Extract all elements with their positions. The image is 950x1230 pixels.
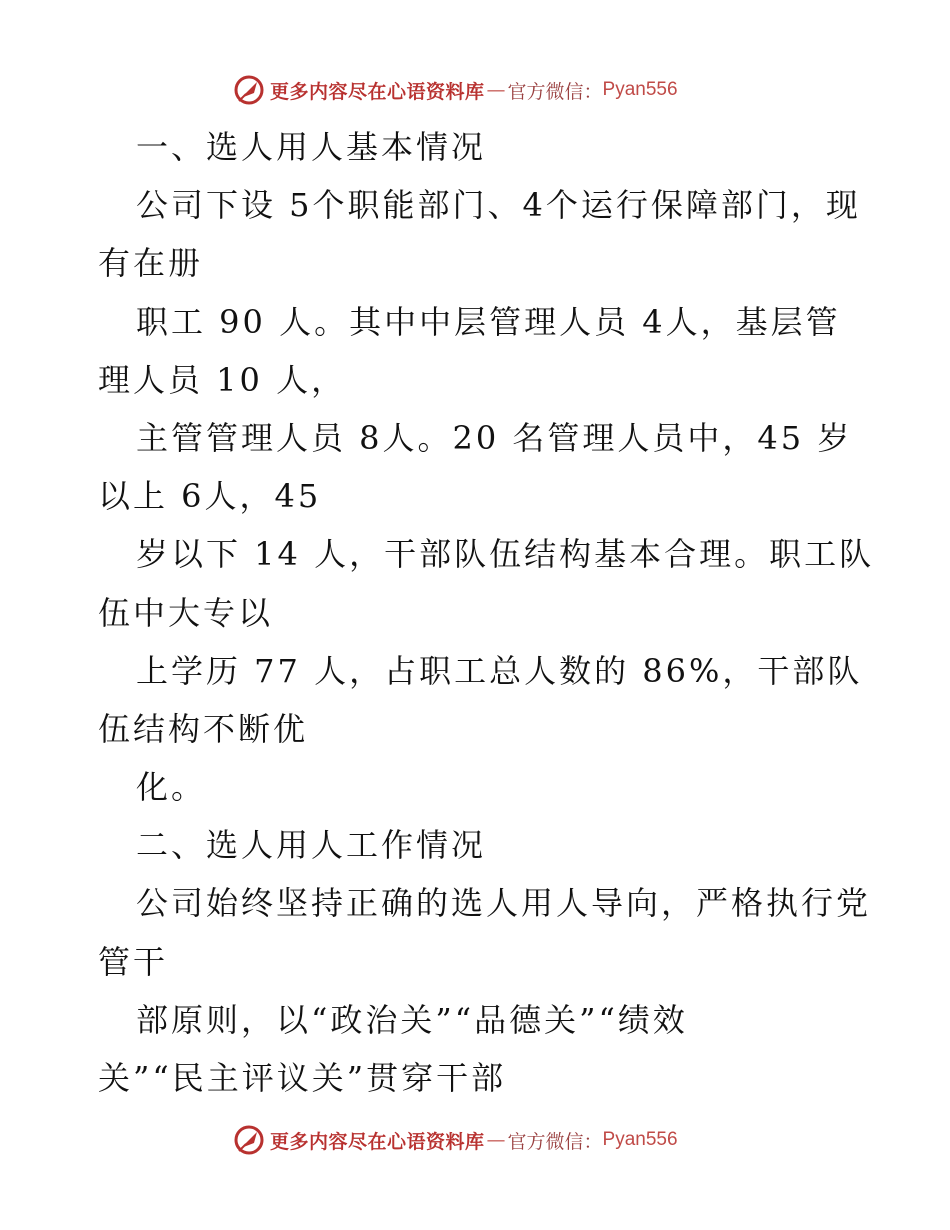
watermark-separator: — <box>486 79 506 101</box>
text-line: 部原则，以“政治关”“品德关”“绩效 <box>136 1000 688 1039</box>
watermark-label: 官方微信： <box>507 80 603 103</box>
text-line: 理人员 10 人， <box>98 360 347 399</box>
text-line: 上学历 77 人，占职工总人数的 86%，干部队 <box>136 651 863 690</box>
quill-logo-icon <box>232 1123 266 1157</box>
text-line: 公司下设 5个职能部门、4个运行保障部门，现 <box>136 186 861 225</box>
watermark-text: 更多内容尽在心语资料库 <box>270 1130 485 1153</box>
text-line: 伍中大专以 <box>98 593 274 632</box>
quill-logo-icon <box>232 73 266 107</box>
text-line: 二、选人用人工作情况 <box>136 826 487 865</box>
text-line: 主管管理人员 8人。20 名管理人员中，45 岁 <box>136 418 853 457</box>
header-watermark <box>232 72 678 108</box>
text-line: 职工 90 人。其中中层管理人员 4人，基层管 <box>136 302 841 341</box>
watermark-separator: — <box>486 1129 506 1151</box>
footer-watermark <box>232 1122 678 1158</box>
text-line: 关”“民主评议关”贯穿干部 <box>98 1059 507 1097</box>
text-line: 化。 <box>136 768 207 807</box>
watermark-text: 更多内容尽在心语资料库 <box>270 80 485 103</box>
text-line: 管干 <box>98 942 169 981</box>
watermark-wechat-id: Pyan556 <box>602 79 678 100</box>
text-line: 岁以下 14 人，干部队伍结构基本合理。职工队 <box>136 535 875 574</box>
text-line: 公司始终坚持正确的选人用人导向，严格执行党 <box>136 884 872 923</box>
watermark-label: 官方微信： <box>507 1130 603 1153</box>
document-body <box>98 118 875 1107</box>
watermark-wechat-id: Pyan556 <box>602 1129 678 1150</box>
text-line: 以上 6人，45 <box>98 477 322 516</box>
text-line: 一、选人用人基本情况 <box>136 128 487 166</box>
text-line: 伍结构不断优 <box>98 709 309 748</box>
text-line: 有在册 <box>98 244 204 283</box>
